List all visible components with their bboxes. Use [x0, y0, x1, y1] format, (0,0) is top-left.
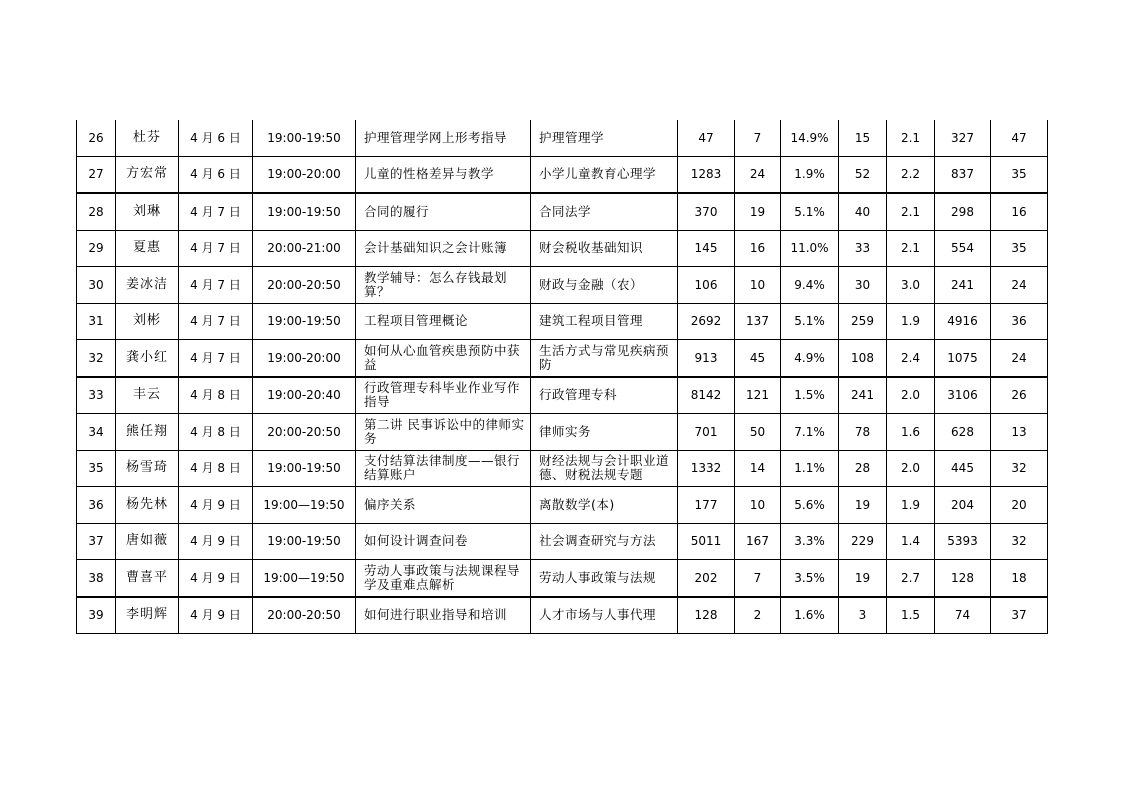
- rate-percent: 9.4%: [781, 267, 839, 304]
- session-date: 4 月 6 日: [179, 120, 253, 156]
- table-row: [77, 597, 1048, 634]
- count-2: 16: [735, 230, 781, 267]
- session-time: 19:00—19:50: [253, 560, 356, 597]
- count-6: 445: [935, 450, 991, 487]
- ratio-value: 2.1: [887, 120, 935, 156]
- count-2: 19: [735, 193, 781, 230]
- row-number: 34: [77, 414, 116, 451]
- count-4: 30: [839, 267, 887, 304]
- count-4: 40: [839, 193, 887, 230]
- count-1: 370: [678, 193, 735, 230]
- ratio-value: 2.0: [887, 450, 935, 487]
- row-number: 36: [77, 487, 116, 524]
- course-name: 财会税收基础知识: [531, 230, 678, 267]
- session-date: 4 月 6 日: [179, 156, 253, 193]
- session-date: 4 月 9 日: [179, 487, 253, 524]
- rate-percent: 7.1%: [781, 414, 839, 451]
- ratio-value: 2.4: [887, 340, 935, 377]
- count-2: 7: [735, 560, 781, 597]
- session-time: 19:00-19:50: [253, 193, 356, 230]
- rate-percent: 4.9%: [781, 340, 839, 377]
- course-name: 劳动人事政策与法规: [531, 560, 678, 597]
- row-number: 37: [77, 523, 116, 560]
- count-7: 26: [991, 377, 1048, 414]
- lecture-topic: 儿童的性格差异与教学: [356, 156, 531, 193]
- session-time: 19:00-19:50: [253, 523, 356, 560]
- session-date: 4 月 9 日: [179, 597, 253, 634]
- count-2: 45: [735, 340, 781, 377]
- session-time: 20:00-20:50: [253, 414, 356, 451]
- teacher-name: 丰云: [116, 377, 179, 414]
- count-6: 5393: [935, 523, 991, 560]
- ratio-value: 1.9: [887, 487, 935, 524]
- count-7: 13: [991, 414, 1048, 451]
- session-time: 19:00-19:50: [253, 303, 356, 340]
- table-row: [77, 560, 1048, 597]
- count-2: 10: [735, 487, 781, 524]
- course-name: 护理管理学: [531, 120, 678, 156]
- course-name: 财政与金融（农）: [531, 267, 678, 304]
- count-7: 16: [991, 193, 1048, 230]
- count-6: 204: [935, 487, 991, 524]
- count-4: 33: [839, 230, 887, 267]
- session-time: 19:00-20:00: [253, 156, 356, 193]
- table-body: [77, 120, 1048, 634]
- lecture-topic: 工程项目管理概论: [356, 303, 531, 340]
- rate-percent: 1.9%: [781, 156, 839, 193]
- teacher-name: 杨雪琦: [116, 450, 179, 487]
- ratio-value: 1.4: [887, 523, 935, 560]
- row-number: 30: [77, 267, 116, 304]
- count-4: 19: [839, 487, 887, 524]
- table-row: [77, 414, 1048, 451]
- count-1: 145: [678, 230, 735, 267]
- ratio-value: 3.0: [887, 267, 935, 304]
- teacher-name: 曹喜平: [116, 560, 179, 597]
- teacher-name: 姜冰洁: [116, 267, 179, 304]
- count-1: 202: [678, 560, 735, 597]
- course-name: 合同法学: [531, 193, 678, 230]
- count-2: 167: [735, 523, 781, 560]
- rate-percent: 1.6%: [781, 597, 839, 634]
- row-number: 39: [77, 597, 116, 634]
- table-row: [77, 450, 1048, 487]
- teacher-name: 唐如薇: [116, 523, 179, 560]
- count-2: 7: [735, 120, 781, 156]
- lecture-topic: 第二讲 民事诉讼中的律师实务: [356, 414, 531, 451]
- count-4: 78: [839, 414, 887, 451]
- teacher-name: 杜芬: [116, 120, 179, 156]
- row-number: 32: [77, 340, 116, 377]
- session-date: 4 月 7 日: [179, 340, 253, 377]
- rate-percent: 5.6%: [781, 487, 839, 524]
- table-row: [77, 303, 1048, 340]
- count-6: 241: [935, 267, 991, 304]
- count-7: 35: [991, 156, 1048, 193]
- count-1: 1283: [678, 156, 735, 193]
- session-date: 4 月 7 日: [179, 230, 253, 267]
- teacher-name: 刘琳: [116, 193, 179, 230]
- count-6: 554: [935, 230, 991, 267]
- lecture-topic: 合同的履行: [356, 193, 531, 230]
- count-7: 47: [991, 120, 1048, 156]
- teacher-name: 方宏常: [116, 156, 179, 193]
- count-4: 3: [839, 597, 887, 634]
- count-7: 20: [991, 487, 1048, 524]
- count-4: 52: [839, 156, 887, 193]
- table-row: [77, 487, 1048, 524]
- course-name: 社会调查研究与方法: [531, 523, 678, 560]
- ratio-value: 2.1: [887, 193, 935, 230]
- lecture-topic: 偏序关系: [356, 487, 531, 524]
- lecture-topic: 如何从心血管疾患预防中获益: [356, 340, 531, 377]
- course-name: 生活方式与常见疾病预防: [531, 340, 678, 377]
- lecture-topic: 劳动人事政策与法规课程导学及重难点解析: [356, 560, 531, 597]
- count-6: 4916: [935, 303, 991, 340]
- table-row: [77, 230, 1048, 267]
- count-1: 2692: [678, 303, 735, 340]
- count-1: 128: [678, 597, 735, 634]
- row-number: 38: [77, 560, 116, 597]
- table-row: [77, 267, 1048, 304]
- lecture-topic: 教学辅导：怎么存钱最划算？: [356, 267, 531, 304]
- lecture-topic: 如何设计调查问卷: [356, 523, 531, 560]
- count-1: 913: [678, 340, 735, 377]
- ratio-value: 1.5: [887, 597, 935, 634]
- count-7: 37: [991, 597, 1048, 634]
- session-date: 4 月 7 日: [179, 303, 253, 340]
- rate-percent: 5.1%: [781, 303, 839, 340]
- count-2: 2: [735, 597, 781, 634]
- session-time: 19:00-19:50: [253, 450, 356, 487]
- count-4: 241: [839, 377, 887, 414]
- count-2: 137: [735, 303, 781, 340]
- count-6: 1075: [935, 340, 991, 377]
- ratio-value: 2.2: [887, 156, 935, 193]
- table-row: [77, 120, 1048, 156]
- count-4: 19: [839, 560, 887, 597]
- teacher-name: 刘彬: [116, 303, 179, 340]
- lecture-topic: 会计基础知识之会计账簿: [356, 230, 531, 267]
- lecture-topic: 如何进行职业指导和培训: [356, 597, 531, 634]
- table-row: [77, 156, 1048, 193]
- teacher-name: 李明辉: [116, 597, 179, 634]
- row-number: 29: [77, 230, 116, 267]
- session-date: 4 月 8 日: [179, 450, 253, 487]
- row-number: 31: [77, 303, 116, 340]
- lecture-topic: 支付结算法律制度——银行结算账户: [356, 450, 531, 487]
- course-name: 律师实务: [531, 414, 678, 451]
- table-row: [77, 523, 1048, 560]
- rate-percent: 11.0%: [781, 230, 839, 267]
- count-4: 28: [839, 450, 887, 487]
- ratio-value: 1.9: [887, 303, 935, 340]
- teacher-name: 夏惠: [116, 230, 179, 267]
- row-number: 27: [77, 156, 116, 193]
- count-1: 5011: [678, 523, 735, 560]
- table-row: [77, 377, 1048, 414]
- row-number: 33: [77, 377, 116, 414]
- teacher-name: 熊任翔: [116, 414, 179, 451]
- session-time: 20:00-20:50: [253, 267, 356, 304]
- session-time: 19:00—19:50: [253, 487, 356, 524]
- count-6: 628: [935, 414, 991, 451]
- course-name: 小学儿童教育心理学: [531, 156, 678, 193]
- session-date: 4 月 8 日: [179, 377, 253, 414]
- session-time: 20:00-21:00: [253, 230, 356, 267]
- count-6: 74: [935, 597, 991, 634]
- course-name: 财经法规与会计职业道德、财税法规专题: [531, 450, 678, 487]
- count-7: 24: [991, 267, 1048, 304]
- session-date: 4 月 9 日: [179, 560, 253, 597]
- session-date: 4 月 7 日: [179, 267, 253, 304]
- teacher-name: 龚小红: [116, 340, 179, 377]
- count-6: 298: [935, 193, 991, 230]
- ratio-value: 2.0: [887, 377, 935, 414]
- table-row: [77, 340, 1048, 377]
- ratio-value: 1.6: [887, 414, 935, 451]
- lecture-topic: 行政管理专科毕业作业写作指导: [356, 377, 531, 414]
- table-row: [77, 193, 1048, 230]
- ratio-value: 2.7: [887, 560, 935, 597]
- course-name: 行政管理专科: [531, 377, 678, 414]
- lecture-schedule-table: [76, 120, 1048, 634]
- session-time: 19:00-20:40: [253, 377, 356, 414]
- session-time: 20:00-20:50: [253, 597, 356, 634]
- count-1: 177: [678, 487, 735, 524]
- session-time: 19:00-20:00: [253, 340, 356, 377]
- count-4: 15: [839, 120, 887, 156]
- session-date: 4 月 9 日: [179, 523, 253, 560]
- count-6: 837: [935, 156, 991, 193]
- session-date: 4 月 8 日: [179, 414, 253, 451]
- rate-percent: 3.3%: [781, 523, 839, 560]
- rate-percent: 1.5%: [781, 377, 839, 414]
- count-1: 47: [678, 120, 735, 156]
- rate-percent: 14.9%: [781, 120, 839, 156]
- count-7: 36: [991, 303, 1048, 340]
- count-1: 106: [678, 267, 735, 304]
- row-number: 28: [77, 193, 116, 230]
- count-2: 121: [735, 377, 781, 414]
- course-name: 人才市场与人事代理: [531, 597, 678, 634]
- count-7: 18: [991, 560, 1048, 597]
- count-4: 108: [839, 340, 887, 377]
- count-4: 259: [839, 303, 887, 340]
- count-6: 327: [935, 120, 991, 156]
- rate-percent: 3.5%: [781, 560, 839, 597]
- count-6: 3106: [935, 377, 991, 414]
- count-7: 35: [991, 230, 1048, 267]
- session-date: 4 月 7 日: [179, 193, 253, 230]
- count-1: 1332: [678, 450, 735, 487]
- ratio-value: 2.1: [887, 230, 935, 267]
- count-2: 24: [735, 156, 781, 193]
- teacher-name: 杨先林: [116, 487, 179, 524]
- count-2: 50: [735, 414, 781, 451]
- count-7: 32: [991, 523, 1048, 560]
- count-7: 24: [991, 340, 1048, 377]
- rate-percent: 1.1%: [781, 450, 839, 487]
- session-time: 19:00-19:50: [253, 120, 356, 156]
- row-number: 26: [77, 120, 116, 156]
- count-1: 701: [678, 414, 735, 451]
- lecture-topic: 护理管理学网上形考指导: [356, 120, 531, 156]
- count-2: 10: [735, 267, 781, 304]
- count-7: 32: [991, 450, 1048, 487]
- course-name: 建筑工程项目管理: [531, 303, 678, 340]
- course-name: 离散数学(本): [531, 487, 678, 524]
- count-2: 14: [735, 450, 781, 487]
- count-1: 8142: [678, 377, 735, 414]
- rate-percent: 5.1%: [781, 193, 839, 230]
- count-6: 128: [935, 560, 991, 597]
- count-4: 229: [839, 523, 887, 560]
- row-number: 35: [77, 450, 116, 487]
